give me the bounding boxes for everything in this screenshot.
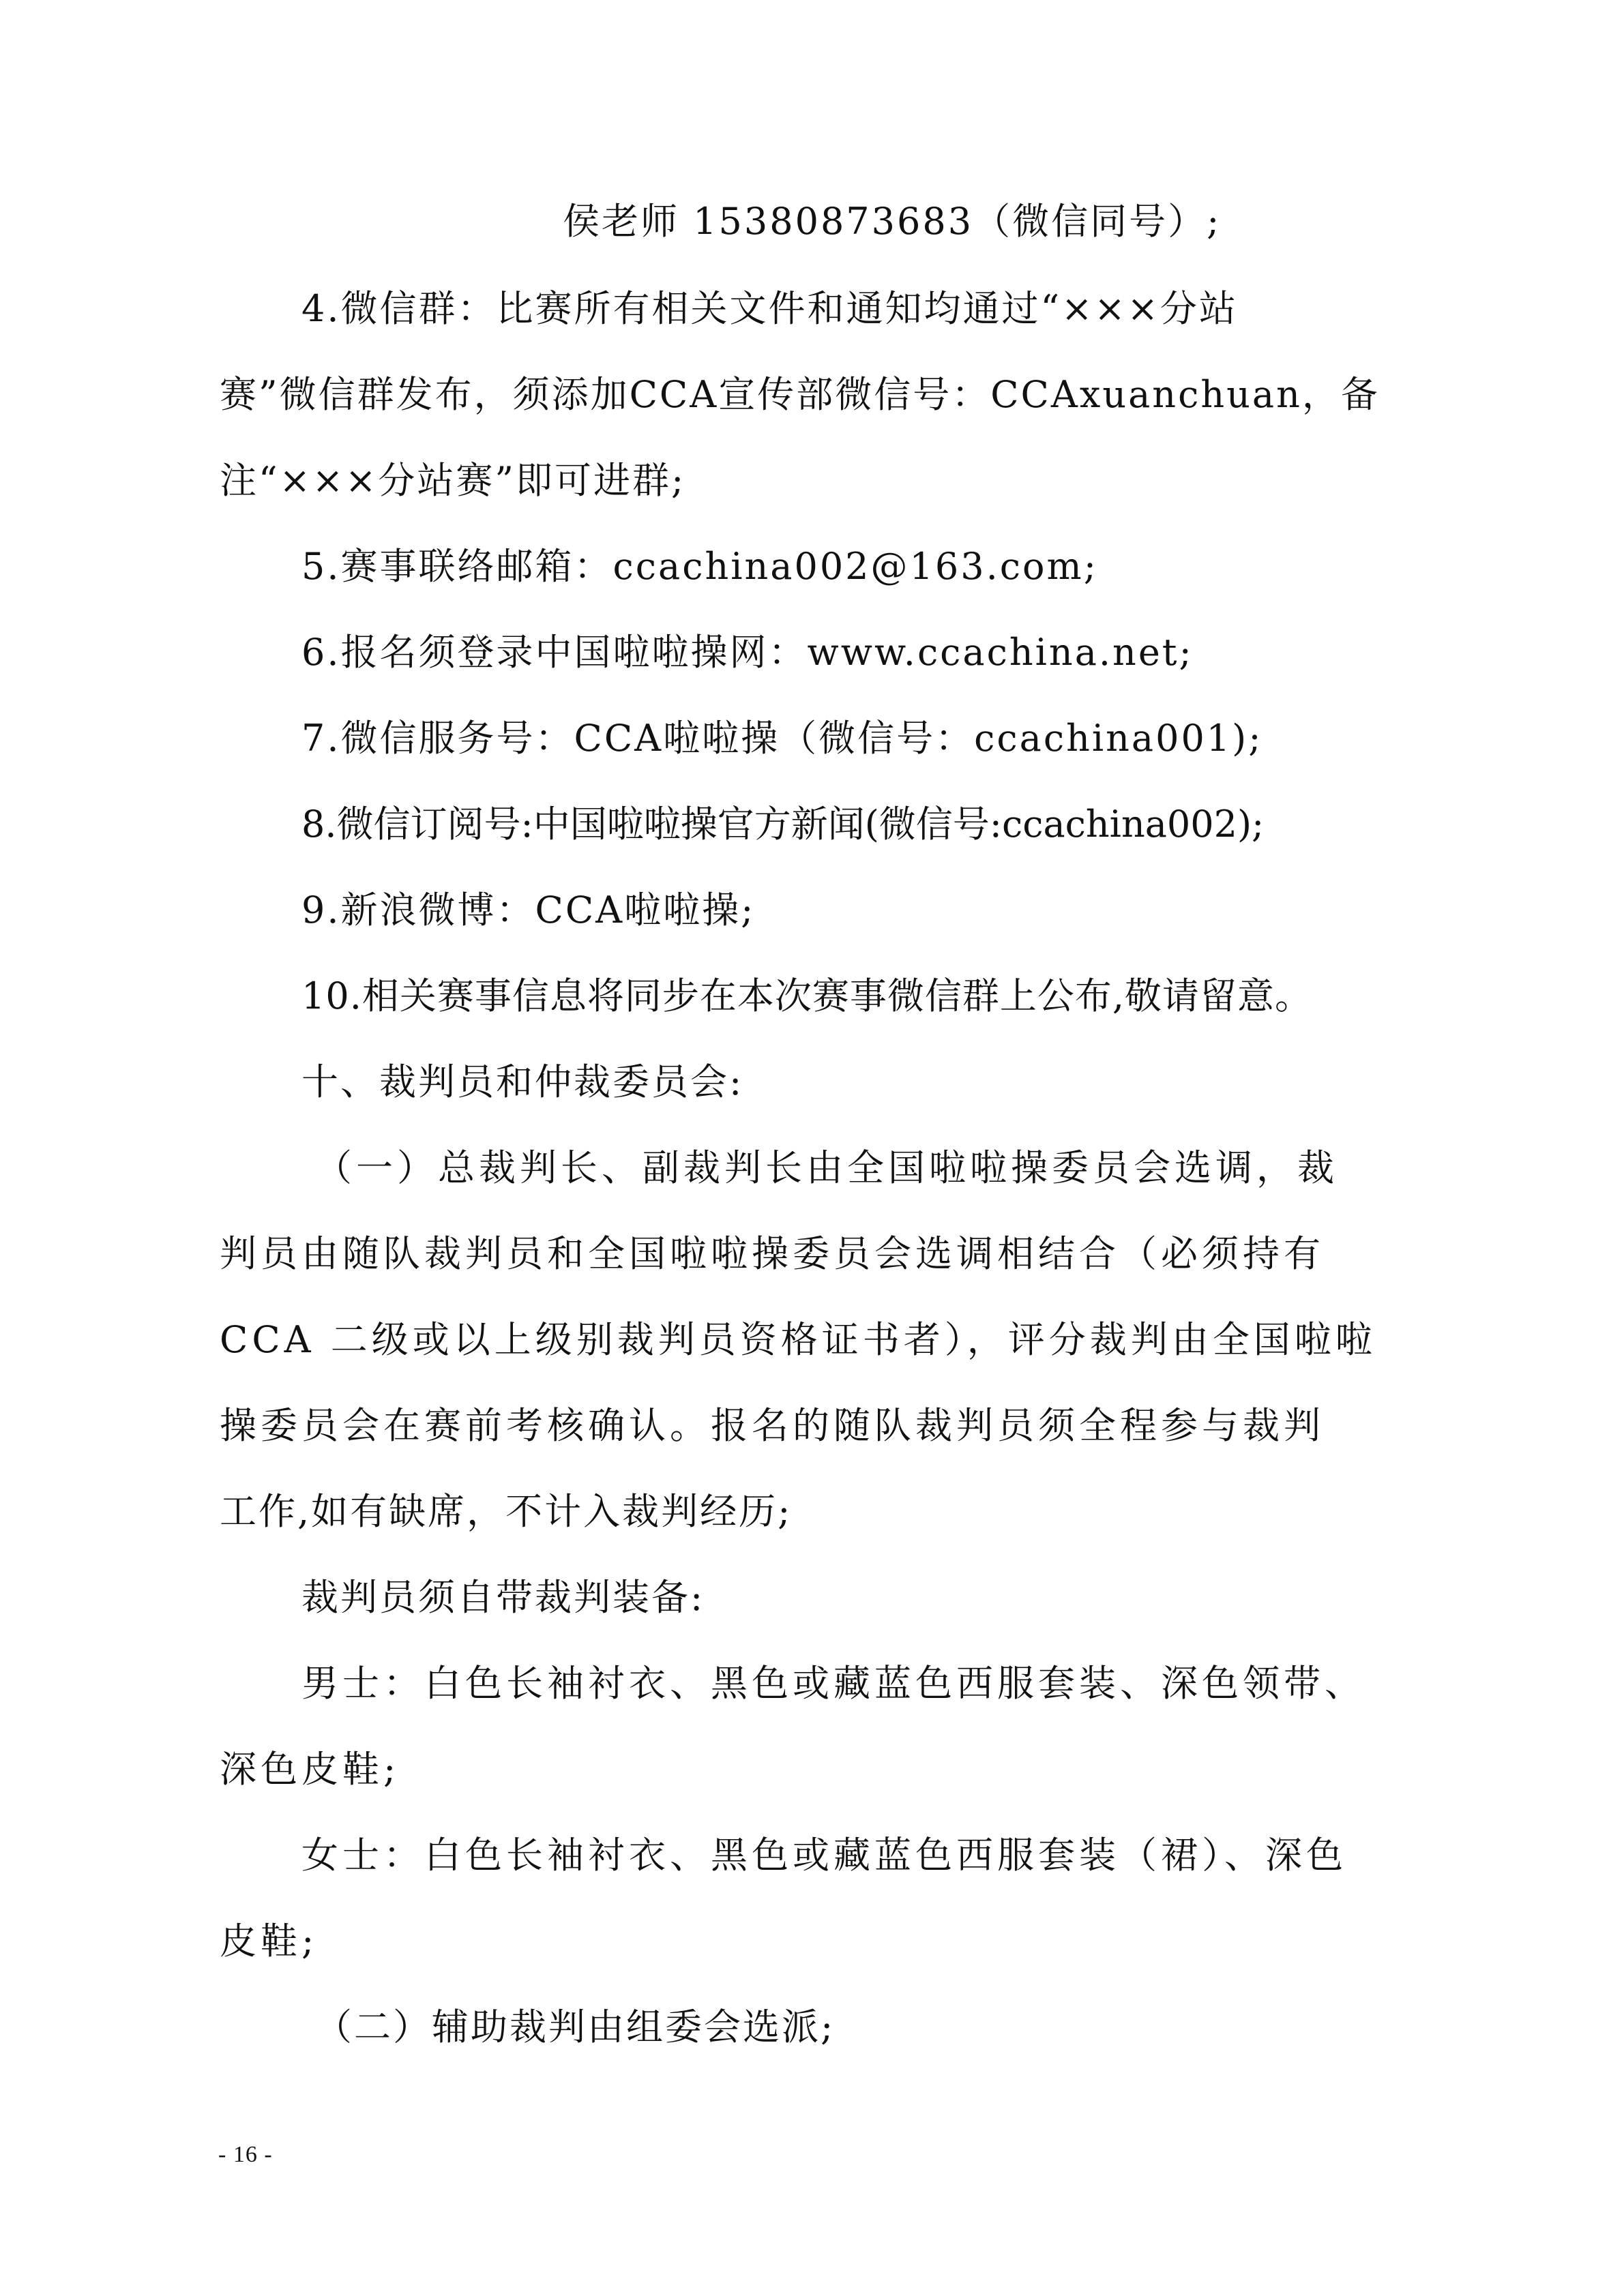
women-dress-code-cont: 皮鞋; (220, 1920, 319, 1963)
wechat-group-item: 4.微信群：比赛所有相关文件和通知均通过“×××分站 (301, 287, 1238, 330)
men-dress-code-cont: 深色皮鞋; (220, 1748, 400, 1791)
women-dress-code: 女士：白色长袖衬衣、黑色或藏蓝色西服套装（裙）、深色 (301, 1834, 1347, 1877)
section-ten-heading: 十、裁判员和仲裁委员会: (301, 1060, 744, 1103)
referee-clause-two: （二）辅助裁判由组委会选派; (315, 2006, 836, 2048)
page-number: - 16 - (218, 2142, 273, 2167)
wechat-group-item-cont-2: 注“×××分站赛”即可进群; (220, 459, 686, 502)
wechat-service-item: 7.微信服务号：CCA啦啦操（微信号：ccachina001); (301, 717, 1263, 760)
referee-clause-one: （一）总裁判长、副裁判长由全国啦啦操委员会选调，裁 (315, 1146, 1338, 1189)
referee-clause-one-cont-4: 工作,如有缺席，不计入裁判经历; (220, 1490, 793, 1533)
event-info-item: 10.相关赛事信息将同步在本次赛事微信群上公布,敬请留意。 (301, 974, 1313, 1017)
referee-equipment-heading: 裁判员须自带裁判装备: (301, 1576, 705, 1619)
men-dress-code: 男士：白色长袖衬衣、黑色或藏蓝色西服套装、深色领带、 (301, 1662, 1365, 1705)
contact-email-item: 5.赛事联络邮箱：ccachina002@163.com; (301, 545, 1098, 588)
weibo-item: 9.新浪微博：CCA啦啦操; (301, 889, 756, 931)
referee-clause-one-cont-3: 操委员会在赛前考核确认。报名的随队裁判员须全程参与裁判 (220, 1404, 1325, 1447)
referee-clause-one-cont-1: 判员由随队裁判员和全国啦啦操委员会选调相结合（必须持有 (220, 1232, 1325, 1275)
contact-teacher-hou-line: 侯老师 15380873683（微信同号）; (563, 200, 1222, 243)
registration-site-item: 6.报名须登录中国啦啦操网：www.ccachina.net; (301, 631, 1194, 674)
referee-clause-one-cont-2: CCA 二级或以上级别裁判员资格证书者），评分裁判由全国啦啦 (220, 1318, 1376, 1361)
wechat-group-item-cont-1: 赛”微信群发布，须添加CCA宣传部微信号：CCAxuanchuan，备 (220, 373, 1380, 416)
wechat-subscription-item: 8.微信订阅号:中国啦啦操官方新闻(微信号:ccachina002); (301, 803, 1265, 846)
